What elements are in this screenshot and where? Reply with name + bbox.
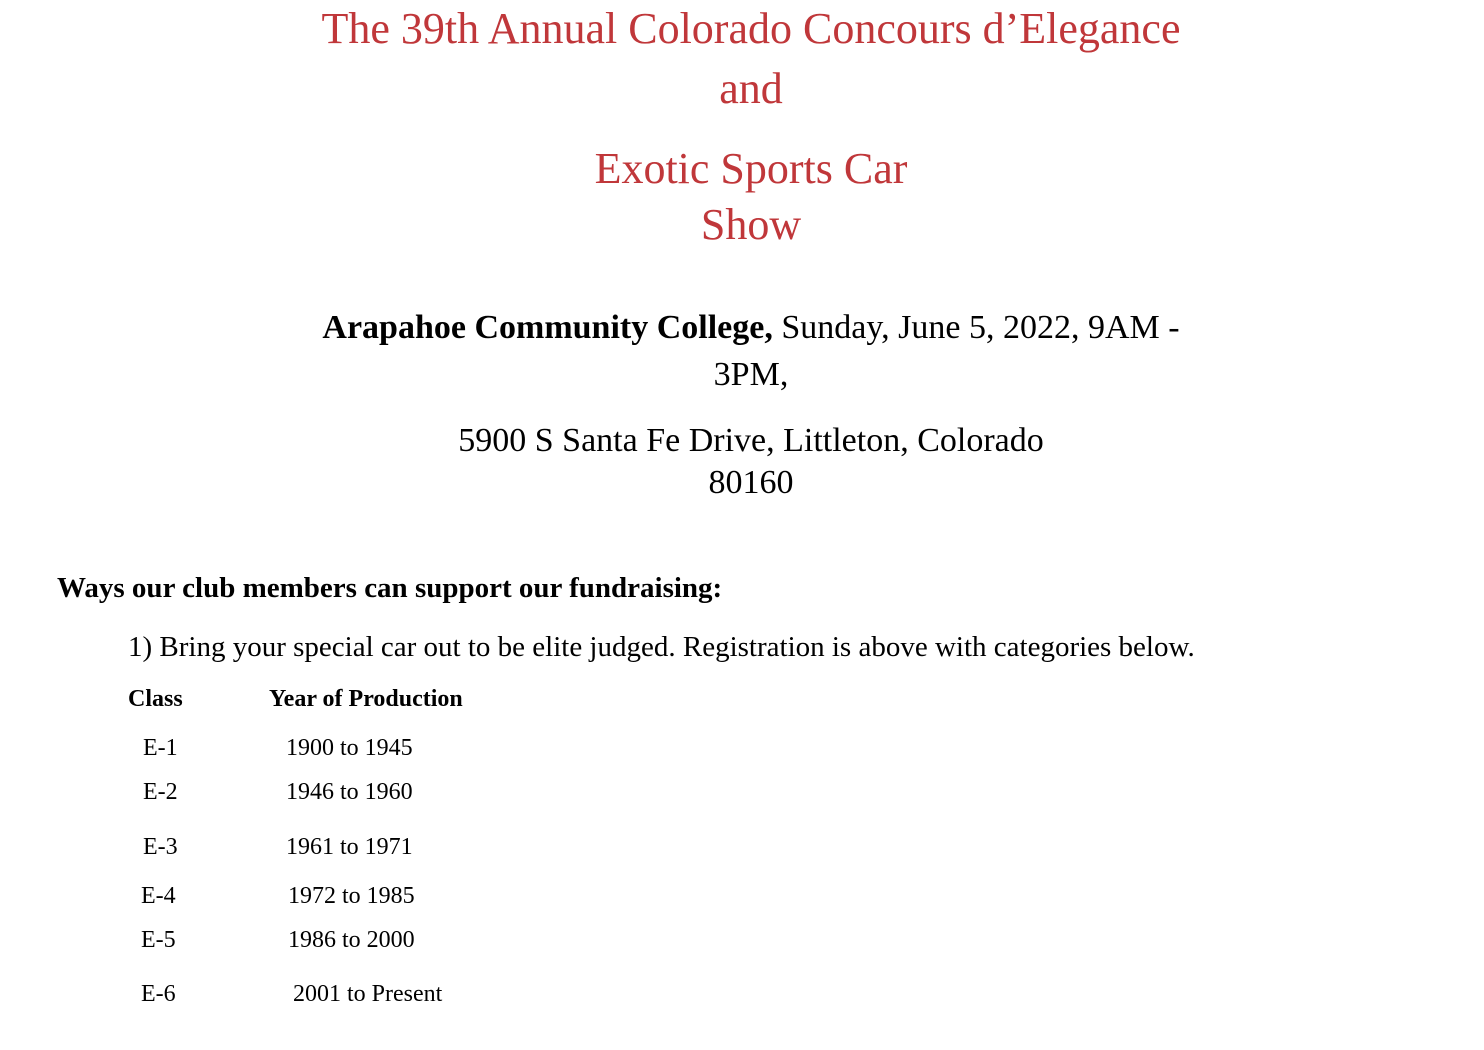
year-cell: 2001 to Present bbox=[293, 981, 443, 1007]
year-cell: 1986 to 2000 bbox=[288, 927, 415, 953]
event-datetime-cont: 3PM, bbox=[713, 356, 789, 393]
event-address: 5900 S Santa Fe Drive, Littleton, Colorado bbox=[458, 422, 1044, 459]
year-cell: 1972 to 1985 bbox=[288, 883, 415, 909]
title-line-3: Exotic Sports Car bbox=[594, 144, 908, 193]
event-venue-date bbox=[0, 307, 1484, 349]
class-cell: E-2 bbox=[143, 779, 178, 805]
title-line-4: Show bbox=[700, 200, 802, 249]
support-item-1: 1) Bring your special car out to be elite judged. Registration is above with categories below. bbox=[128, 631, 1195, 663]
support-heading: Ways our club members can support our fundraising: bbox=[57, 572, 723, 604]
title-line-2: and bbox=[719, 64, 783, 113]
class-cell: E-4 bbox=[141, 883, 176, 909]
table-header-class: Class bbox=[128, 686, 183, 712]
year-cell: 1946 to 1960 bbox=[286, 779, 413, 805]
event-zip: 80160 bbox=[708, 464, 794, 501]
class-cell: E-1 bbox=[143, 735, 178, 761]
year-cell: 1900 to 1945 bbox=[286, 735, 413, 761]
class-cell: E-6 bbox=[141, 981, 176, 1007]
class-cell: E-5 bbox=[141, 927, 176, 953]
table-header-year: Year of Production bbox=[269, 686, 463, 712]
class-cell: E-3 bbox=[143, 834, 178, 860]
year-cell: 1961 to 1971 bbox=[286, 834, 413, 860]
event-datetime: Sunday, June 5, 2022, 9AM - bbox=[772, 309, 1180, 346]
title-line-1: The 39th Annual Colorado Concours d’Elegance bbox=[321, 4, 1181, 53]
event-venue: Arapahoe Community College, bbox=[322, 309, 773, 346]
